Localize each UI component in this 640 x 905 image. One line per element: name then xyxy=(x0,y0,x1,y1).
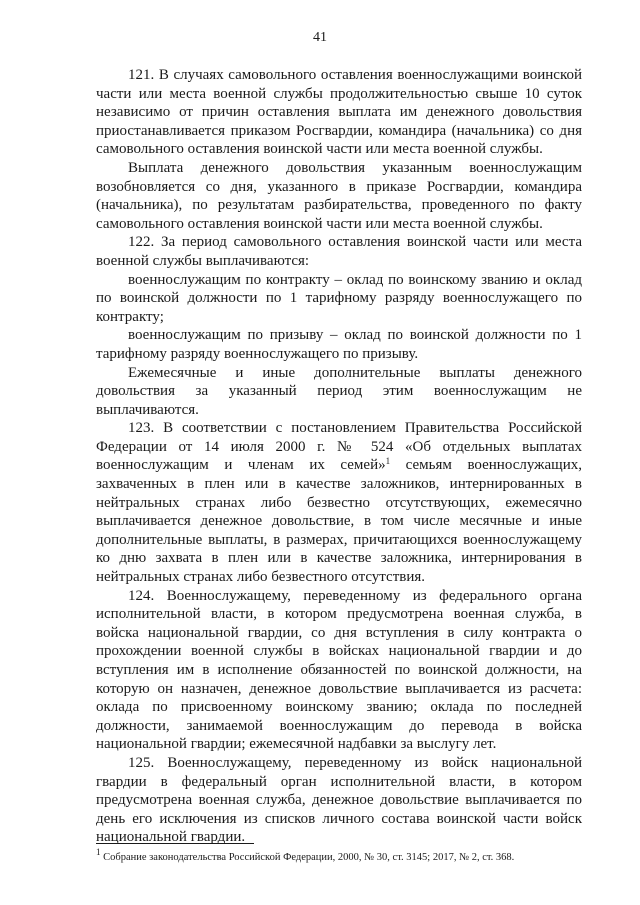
paragraph-122-no-extra: Ежемесячные и иные дополнительные выплаты денежного довольствия за указанный период этим военнослужащим не выплачиваются. xyxy=(96,364,582,418)
footnote-reference[interactable]: 1 xyxy=(385,456,391,467)
paragraph-121-resume: Выплата денежного довольствия указанным военнослужащим возобновляется со дня, указанного в приказе Росгвардии, командира (начальника), по результатам разбирательства, проведенного по факту самовольного оставления воинской части или места военной службы. xyxy=(96,159,582,232)
paragraph-121: 121. В случаях самовольного оставления военнослужащими воинской части или места военной службы продолжительностью свыше 10 суток независимо от причин оставления выплата им денежного довольствия приостанавливается приказом Росгвардии, командира (начальника) со дня самовольного оставления воинской части или места военной службы. xyxy=(96,67,582,158)
footnote xyxy=(96,847,582,864)
paragraph-123 xyxy=(96,419,582,586)
paragraph-124: 124. Военнослужащему, переведенному из федерального органа исполнительной власти, в котором предусмотрена военная служба, в войска национальной гвардии, со дня вступления в силу контракта о прохождении военной службы в войсках национальной гвардии и до вступления им в исполнение обязанностей по воинской должности, на которую он назначен, денежное довольствие выплачивается из расчета: оклада по присвоенному воинскому званию; оклада по последней должности, занимаемой военнослужащим до перевода в войска национальной гвардии; ежемесячной надбавки за выслугу лет. xyxy=(96,587,582,753)
footnote-divider xyxy=(96,843,254,844)
paragraph-122-contract: военнослужащим по контракту – оклад по воинскому званию и оклад по воинской должности по 1 тарифному разряду военнослужащего по контракту; xyxy=(96,271,582,325)
footnote-mark: 1 xyxy=(96,847,101,857)
body-text xyxy=(96,66,582,847)
paragraph-125: 125. Военнослужащему, переведенному из войск национальной гвардии в федеральный орган исполнительной власти, в котором предусмотрена военная служба, денежное довольствие выплачивается по день его исключения из списков личного состава воинской части войск национальной гвардии. xyxy=(96,754,582,846)
paragraph-123-after: семьям военнослужащих, захваченных в плен или в качестве заложников, интернированных в нейтральных странах либо безвестно отсутствующих, ежемесячно выплачивается денежное довольствие, в том числе месячные и иные дополнительные выплаты, в размерах, причитающихся военнослужащему ко дню захвата в плен или в качестве заложника, интернирования в нейтральных странах либо безвестного отсутствия. xyxy=(96,457,582,586)
footnote-text: Собрание законодательства Российской Федерации, 2000, № 30, ст. 3145; 2017, № 2, ст. 368. xyxy=(100,852,515,863)
paragraph-122-conscript: военнослужащим по призыву – оклад по воинской должности по 1 тарифному разряду военнослужащего по призыву. xyxy=(96,327,582,362)
page-number: 41 xyxy=(313,30,327,45)
paragraph-122: 122. За период самовольного оставления воинской части или места военной службы выплачиваются: xyxy=(96,234,582,269)
paragraph-123-before: 123. В соответствии с постановлением Правительства Российской Федерации от 14 июля 2000 г. № 524 «Об отдельных выплатах военнослужащим и членам их семей» xyxy=(96,420,582,474)
